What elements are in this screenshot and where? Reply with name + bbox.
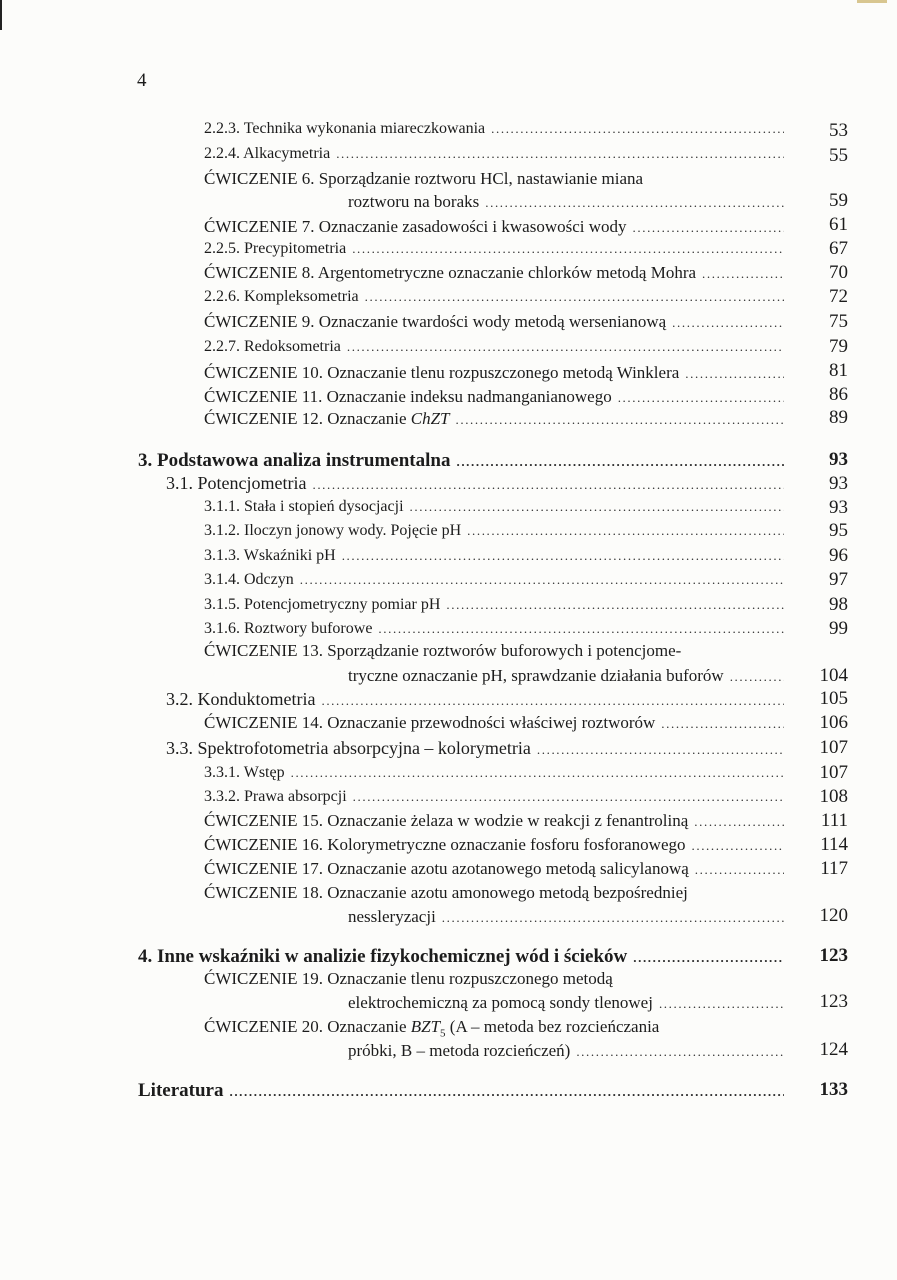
toc-entry-text: ĆWICZENIE 19. Oznaczanie tlenu rozpuszczonego metodą [204, 969, 613, 988]
toc-chapter-entry [138, 1080, 790, 1103]
dot-leader [300, 569, 784, 591]
dot-leader [661, 713, 784, 735]
toc-section-entry [204, 286, 790, 308]
dot-leader [537, 739, 784, 761]
dot-leader [485, 192, 784, 214]
toc-entry-text: 3.1.2. Iloczyn jonowy wody. Pojęcie pH [204, 522, 462, 539]
dot-leader [633, 947, 784, 969]
toc-page-number: 106 [819, 712, 848, 733]
dot-leader [730, 666, 784, 688]
dot-leader [456, 409, 785, 431]
toc-exercise-entry [348, 992, 790, 1015]
toc-page-number: 86 [829, 384, 848, 405]
dot-leader [702, 263, 784, 285]
toc-page-number: 61 [829, 214, 848, 235]
toc-entry-text: 4. Inne wskaźniki w analizie fizykochemicznej wód i ścieków [138, 946, 628, 967]
dot-leader [491, 118, 784, 140]
dot-leader [342, 545, 784, 567]
toc-entry-text: 3.1.1. Stała i stopień dysocjacji [204, 498, 404, 515]
toc-entry-text: 3.1.6. Roztwory buforowe [204, 620, 373, 637]
toc-page-number: 133 [819, 1079, 848, 1100]
toc-exercise-entry [204, 858, 790, 881]
toc-page-number: 107 [819, 762, 848, 783]
toc-entry-text: 2.2.5. Precypitometria [204, 240, 347, 257]
toc-section-entry [204, 238, 790, 260]
toc-page-number: 117 [820, 858, 848, 879]
toc-page-number: 93 [829, 449, 848, 470]
toc-entry-text: 2.2.4. Alkacymetria [204, 145, 331, 162]
toc-page-number: 98 [829, 594, 848, 615]
dot-leader [378, 618, 784, 640]
toc-section-entry [204, 594, 790, 616]
toc-entry-text: 3.1. Potencjometria [166, 473, 307, 493]
toc-exercise-entry [348, 906, 790, 929]
toc-section-entry [166, 737, 790, 761]
toc-page-number: 108 [819, 786, 848, 807]
toc-entry-text: 3.1.4. Odczyn [204, 571, 294, 588]
toc-entry-text: 3. Podstawowa analiza instrumentalna [138, 450, 451, 471]
toc-section-entry [204, 569, 790, 591]
toc-section-entry [204, 786, 790, 808]
toc-section-entry [204, 118, 790, 140]
toc-exercise-entry [204, 810, 790, 833]
toc-section-entry [204, 762, 790, 784]
dot-leader [446, 594, 784, 616]
toc-page-number: 123 [819, 945, 848, 966]
toc-entry-text: ĆWICZENIE 7. Oznaczanie zasadowości i kwasowości wody [204, 217, 627, 236]
toc-page-number: 72 [829, 286, 848, 307]
toc-section-entry [204, 496, 790, 518]
toc-exercise-entry [204, 834, 790, 857]
toc-entry-text: próbki, B – metoda rozcieńczeń) [348, 1041, 571, 1060]
toc-entry-text: ĆWICZENIE 12. Oznaczanie ChZT [204, 409, 450, 428]
toc-page-number: 111 [820, 810, 848, 831]
toc-entry-text: ĆWICZENIE 14. Oznaczanie przewodności właściwej roztworów [204, 713, 656, 732]
dot-leader [229, 1081, 784, 1103]
dot-leader [365, 286, 784, 308]
toc-exercise-entry [204, 262, 790, 285]
dot-leader [576, 1041, 784, 1063]
toc-entry-text: ĆWICZENIE 16. Kolorymetryczne oznaczanie fosforu fosforanowego [204, 835, 686, 854]
toc-exercise-entry [348, 1040, 790, 1063]
toc-page-number: 114 [820, 834, 848, 855]
dot-leader [694, 811, 784, 833]
toc-entry-text: 3.1.5. Potencjometryczny pomiar pH [204, 596, 441, 613]
dot-leader [618, 387, 784, 409]
toc-exercise-entry [204, 712, 790, 735]
dot-leader [695, 859, 784, 881]
toc-entry-text: ĆWICZENIE 9. Oznaczanie twardości wody metodą wersenianową [204, 312, 667, 331]
toc-chapter-entry [138, 946, 790, 969]
toc-page-number: 105 [819, 688, 848, 709]
dot-leader [336, 143, 784, 165]
toc-entry-text: 3.3.1. Wstęp [204, 764, 285, 781]
toc-entry-text: ĆWICZENIE 18. Oznaczanie azotu amonowego metodą bezpośredniej [204, 883, 688, 902]
toc-section-entry [204, 545, 790, 567]
toc-chapter-entry [138, 450, 790, 473]
toc-page-number: 53 [829, 120, 848, 141]
toc-page-number: 96 [829, 545, 848, 566]
dot-leader [353, 786, 784, 808]
toc-page-number: 93 [829, 497, 848, 518]
toc-entry-text: 3.2. Konduktometria [166, 689, 316, 709]
toc-entry-text: ĆWICZENIE 10. Oznaczanie tlenu rozpuszczonego metodą Winklera [204, 363, 680, 382]
toc-page-number: 79 [829, 336, 848, 357]
toc-entry-text: roztworu na boraks [348, 192, 480, 211]
toc-entry-text: ĆWICZENIE 15. Oznaczanie żelaza w wodzie w reakcji z fenantroliną [204, 811, 689, 830]
dot-leader [291, 762, 784, 784]
toc-page-number: 81 [829, 360, 848, 381]
toc-page-number: 93 [829, 473, 848, 494]
dot-leader [685, 363, 784, 385]
toc-page-number: 59 [829, 190, 848, 211]
dot-leader [312, 474, 784, 496]
page-number: 4 [137, 70, 147, 91]
toc-page-number: 107 [819, 737, 848, 758]
toc-page-number: 97 [829, 569, 848, 590]
toc-entry-text: ĆWICZENIE 6. Sporządzanie roztworu HCl, nastawianie miana [204, 169, 644, 188]
toc-entry-text: elektrochemiczną za pomocą sondy tlenowej [348, 993, 653, 1012]
toc-entry-text: nessleryzacji [348, 907, 436, 926]
dot-leader [442, 907, 784, 929]
toc-entry-text: 3.3. Spektrofotometria absorpcyjna – kolorymetria [166, 738, 531, 758]
dot-leader [633, 217, 784, 239]
toc-exercise-entry [204, 216, 790, 239]
toc-entry-text: ĆWICZENIE 20. Oznaczanie $BZT_5$ (A – metoda bez rozcieńczania [204, 1017, 660, 1040]
toc-exercise-entry [204, 640, 790, 662]
toc-entry-text: ĆWICZENIE 8. Argentometryczne oznaczanie chlorków metodą Mohra [204, 263, 697, 282]
toc-exercise-entry [204, 168, 790, 190]
toc-page-number: 75 [829, 311, 848, 332]
toc-exercise-entry [204, 882, 790, 904]
toc-entry-text: 2.2.7. Redoksometria [204, 338, 341, 355]
dot-leader [659, 993, 784, 1015]
toc-exercise-entry [204, 362, 790, 385]
toc-exercise-entry [204, 311, 790, 334]
toc-entry-text: 2.2.3. Technika wykonania miareczkowania [204, 120, 486, 137]
toc-entry-text: tryczne oznaczanie pH, sprawdzanie działania buforów [348, 666, 724, 685]
toc-exercise-entry [348, 191, 790, 214]
toc-page-number: 120 [819, 905, 848, 926]
dot-leader [456, 451, 784, 473]
toc-section-entry [204, 520, 790, 542]
dot-leader [410, 496, 784, 518]
toc-page-number: 99 [829, 618, 848, 639]
toc-exercise-entry [204, 968, 790, 990]
toc-exercise-entry [348, 665, 790, 688]
toc-entry-text: Literatura [138, 1080, 224, 1101]
toc-entry-text: 3.3.2. Prawa absorpcji [204, 788, 347, 805]
dot-leader [347, 336, 784, 358]
toc-page-number: 89 [829, 407, 848, 428]
toc-section-entry [204, 336, 790, 358]
dot-leader [692, 835, 785, 857]
toc-page-number: 70 [829, 262, 848, 283]
toc-entry-text: 3.1.3. Wskaźniki pH [204, 547, 336, 564]
toc-section-entry [166, 688, 790, 712]
toc-entry-text: 2.2.6. Kompleksometria [204, 288, 359, 305]
toc-entry-text: ĆWICZENIE 17. Oznaczanie azotu azotanowego metodą salicylanową [204, 859, 689, 878]
toc-entry-text: ĆWICZENIE 11. Oznaczanie indeksu nadmanganianowego [204, 387, 612, 406]
toc-section-entry [204, 143, 790, 165]
dot-leader [352, 238, 784, 260]
toc-exercise-entry [204, 408, 790, 431]
dot-leader [321, 690, 784, 712]
toc-page-number: 124 [819, 1039, 848, 1060]
toc-exercise-entry [204, 386, 790, 409]
toc-page-number: 95 [829, 520, 848, 541]
toc-page-number: 55 [829, 145, 848, 166]
dot-leader [672, 312, 784, 334]
toc-section-entry [166, 472, 790, 496]
toc-entry-text: ĆWICZENIE 13. Sporządzanie roztworów buforowych i potencjome- [204, 641, 682, 660]
toc-page-number: 104 [819, 665, 848, 686]
dot-leader [467, 520, 784, 542]
toc-section-entry [204, 618, 790, 640]
toc-page-number: 123 [819, 991, 848, 1012]
toc-page-number: 67 [829, 238, 848, 259]
